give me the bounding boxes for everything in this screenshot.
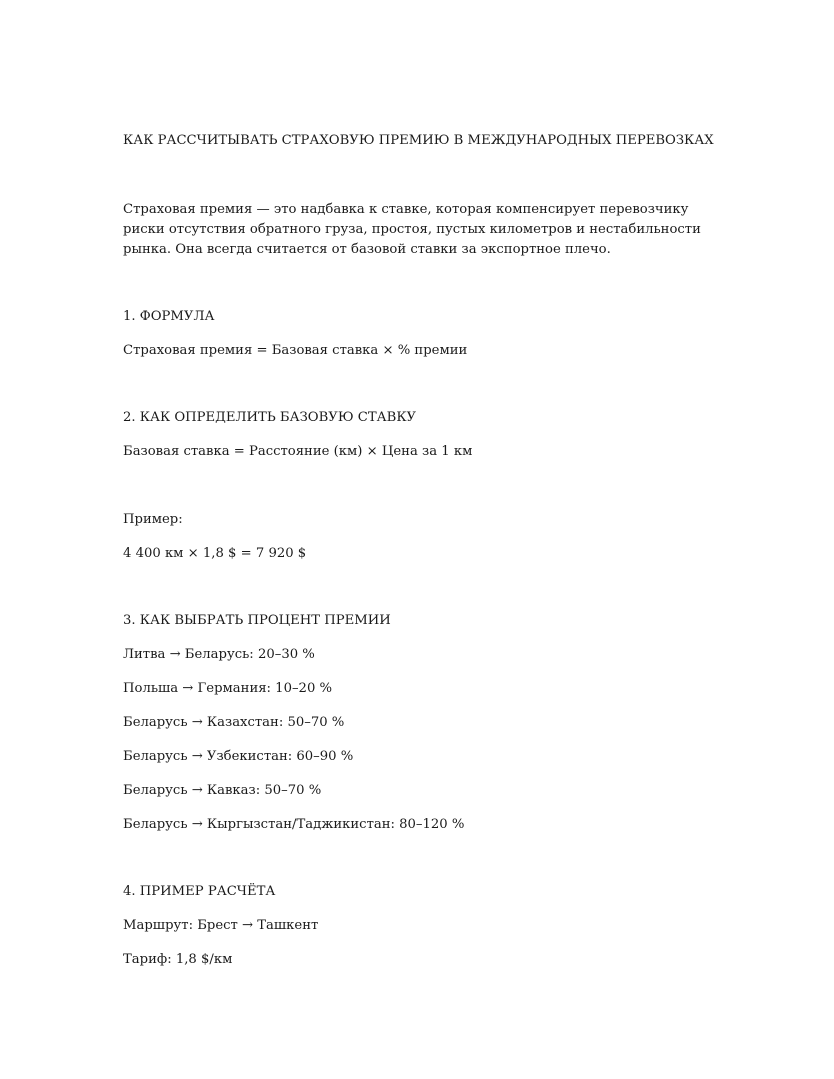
section1-formula: Страховая премия = Базовая ставка × % премии — [123, 343, 468, 358]
route-item: Литва → Беларусь: 20–30 % — [123, 647, 315, 662]
section1-heading: 1. ФОРМУЛА — [123, 309, 215, 324]
section4-route: Маршрут: Брест → Ташкент — [123, 918, 319, 933]
route-item: Беларусь → Кыргызстан/Таджикистан: 80–120 % — [123, 817, 465, 832]
section2-heading: 2. КАК ОПРЕДЕЛИТЬ БАЗОВУЮ СТАВКУ — [123, 410, 417, 425]
route-item: Польша → Германия: 10–20 % — [123, 681, 333, 696]
route-item: Беларусь → Узбекистан: 60–90 % — [123, 749, 354, 764]
section4-heading: 4. ПРИМЕР РАСЧЁТА — [123, 884, 276, 899]
route-item: Беларусь → Кавказ: 50–70 % — [123, 783, 322, 798]
section2-formula: Базовая ставка = Расстояние (км) × Цена за 1 км — [123, 444, 473, 459]
section2-example: 4 400 км × 1,8 $ = 7 920 $ — [123, 546, 307, 561]
route-item: Беларусь → Казахстан: 50–70 % — [123, 715, 345, 730]
document-title: КАК РАССЧИТЫВАТЬ СТРАХОВУЮ ПРЕМИЮ В МЕЖДУНАРОДНЫХ ПЕРЕВОЗКАХ — [123, 133, 714, 148]
section4-tariff: Тариф: 1,8 $/км — [123, 952, 233, 967]
section2-example-label: Пример: — [123, 512, 183, 527]
intro-line: рынка. Она всегда считается от базовой ставки за экспортное плечо. — [123, 242, 611, 257]
section3-heading: 3. КАК ВЫБРАТЬ ПРОЦЕНТ ПРЕМИИ — [123, 613, 391, 628]
intro-paragraph — [123, 200, 723, 260]
intro-line: риски отсутствия обратного груза, простоя, пустых километров и нестабильности — [123, 222, 701, 237]
intro-line: Страховая премия — это надбавка к ставке, которая компенсирует перевозчику — [123, 202, 689, 217]
